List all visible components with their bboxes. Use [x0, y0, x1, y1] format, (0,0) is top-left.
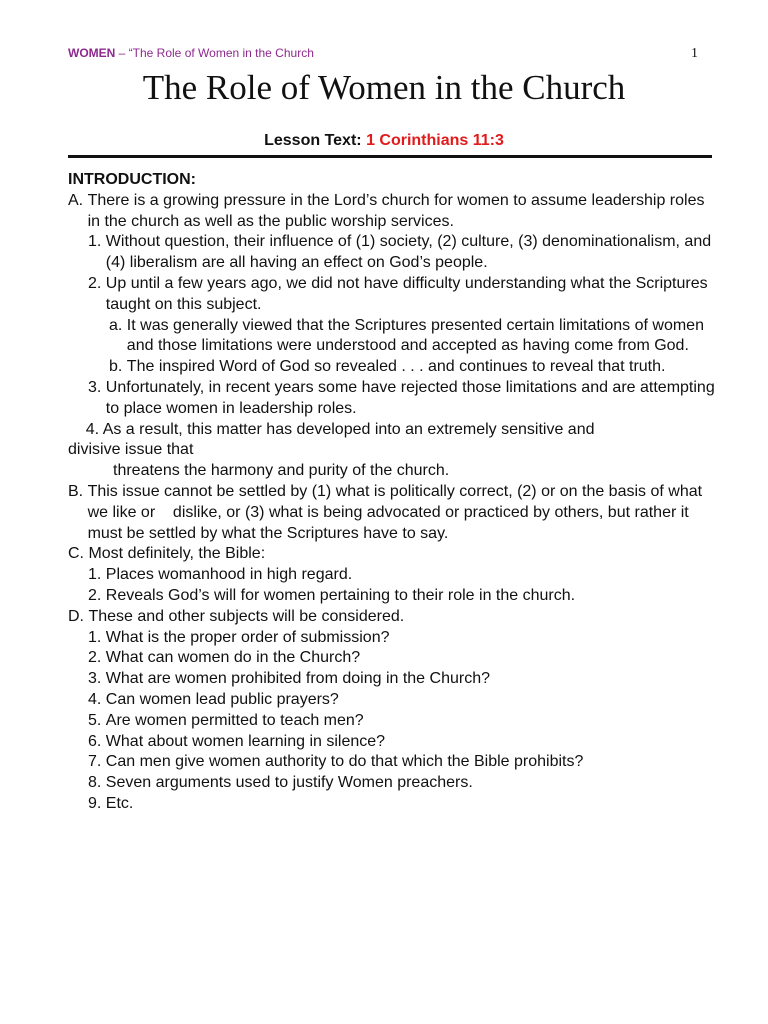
subject-marker: 4.	[88, 690, 106, 708]
lesson-reference: 1 Corinthians 11:3	[366, 132, 504, 149]
document-body	[68, 170, 718, 815]
outline-text: Reveals God’s will for women pertaining to their role in the church.	[105, 586, 576, 604]
outline-text: Most definitely, the Bible:	[88, 545, 266, 563]
subject-item	[68, 711, 718, 732]
lesson-label: Lesson Text:	[264, 132, 362, 149]
horizontal-rule	[68, 155, 712, 158]
outline-line: divisive issue that	[68, 441, 194, 459]
lesson-text-line	[0, 132, 768, 150]
outline-marker: a.	[109, 316, 127, 334]
header-label: WOMEN	[68, 46, 116, 60]
outline-item-A3	[68, 378, 718, 420]
subject-marker: 7.	[88, 753, 106, 771]
subject-marker: 9.	[88, 794, 106, 812]
subject-marker: 2.	[88, 649, 106, 667]
subject-text: What about women learning in silence?	[105, 732, 386, 750]
outline-item-D	[68, 607, 718, 628]
subject-text: Seven arguments used to justify Women preachers.	[105, 774, 473, 792]
subject-text: What is the proper order of submission?	[105, 628, 390, 646]
outline-marker: 3.	[88, 378, 106, 396]
outline-item-A1	[68, 232, 718, 274]
subject-text: Can men give women authority to do that which the Bible prohibits?	[105, 753, 584, 771]
outline-text: Up until a few years ago, we did not have difficulty understanding what the Scriptures taught on this subject.	[105, 274, 708, 313]
outline-line: 4. As a result, this matter has developed into an extremely sensitive and	[68, 420, 595, 438]
outline-item-C2	[68, 586, 718, 607]
outline-text: There is a growing pressure in the Lord’s church for women to assume leadership roles in the church as well as the public worship services.	[87, 191, 705, 230]
outline-item-A2	[68, 274, 718, 316]
subject-item	[68, 669, 718, 690]
introduction-heading: INTRODUCTION:	[68, 171, 196, 188]
outline-marker: A.	[68, 191, 88, 209]
outline-item-A2a	[68, 316, 718, 358]
subject-item	[68, 773, 718, 794]
subject-item	[68, 648, 718, 669]
outline-marker: C.	[68, 545, 89, 563]
subject-marker: 5.	[88, 711, 106, 729]
outline-marker: D.	[68, 607, 89, 625]
subject-text: Can women lead public prayers?	[105, 690, 339, 708]
subject-marker: 3.	[88, 670, 106, 688]
outline-item-C1	[68, 565, 718, 586]
outline-marker: b.	[109, 358, 127, 376]
subject-item	[68, 752, 718, 773]
subject-item	[68, 690, 718, 711]
subject-item	[68, 794, 718, 815]
outline-text: Unfortunately, in recent years some have rejected those limitations and are attempting to place women in leadership roles.	[105, 378, 715, 417]
outline-item-A4	[68, 420, 718, 482]
outline-item-C	[68, 544, 718, 565]
outline-marker: 2.	[88, 274, 106, 292]
subject-item	[68, 732, 718, 753]
subject-item	[68, 628, 718, 649]
subject-text: Are women permitted to teach men?	[105, 711, 364, 729]
subject-marker: 1.	[88, 628, 106, 646]
subject-text: What can women do in the Church?	[105, 649, 361, 667]
outline-text: These and other subjects will be considered.	[88, 607, 405, 625]
outline-line: threatens the harmony and purity of the church.	[113, 462, 450, 480]
running-header	[68, 46, 314, 60]
outline-marker: 2.	[88, 586, 106, 604]
page-title: The Role of Women in the Church	[142, 68, 626, 107]
subject-text: What are women prohibited from doing in the Church?	[105, 670, 490, 688]
subject-text: Etc.	[105, 794, 134, 812]
outline-marker: B.	[68, 482, 88, 500]
subject-marker: 6.	[88, 732, 106, 750]
header-subtitle: – “The Role of Women in the Church	[115, 46, 314, 60]
outline-item-B	[68, 482, 718, 544]
subject-marker: 8.	[88, 774, 106, 792]
outline-item-A2b	[68, 357, 718, 378]
outline-text: It was generally viewed that the Scriptures presented certain limitations of women and those limitations were understood and accepted as having come from God.	[126, 316, 704, 355]
outline-text: Places womanhood in high regard.	[105, 566, 353, 584]
outline-item-A	[68, 191, 718, 233]
outline-text: Without question, their influence of (1) society, (2) culture, (3) denominationalism, and (4) liberalism are all having an effect on God’s people.	[105, 233, 712, 272]
outline-marker: 1.	[88, 233, 106, 251]
page-number: 1	[691, 46, 698, 61]
outline-marker: 1.	[88, 566, 106, 584]
outline-text: This issue cannot be settled by (1) what is politically correct, (2) or on the basis of what we like or dislike, or (3) what is being advocated or practiced by others, but rather it must be settled by what the Scriptures have to say.	[87, 482, 707, 542]
outline-text: The inspired Word of God so revealed . . . and continues to reveal that truth.	[126, 358, 666, 376]
